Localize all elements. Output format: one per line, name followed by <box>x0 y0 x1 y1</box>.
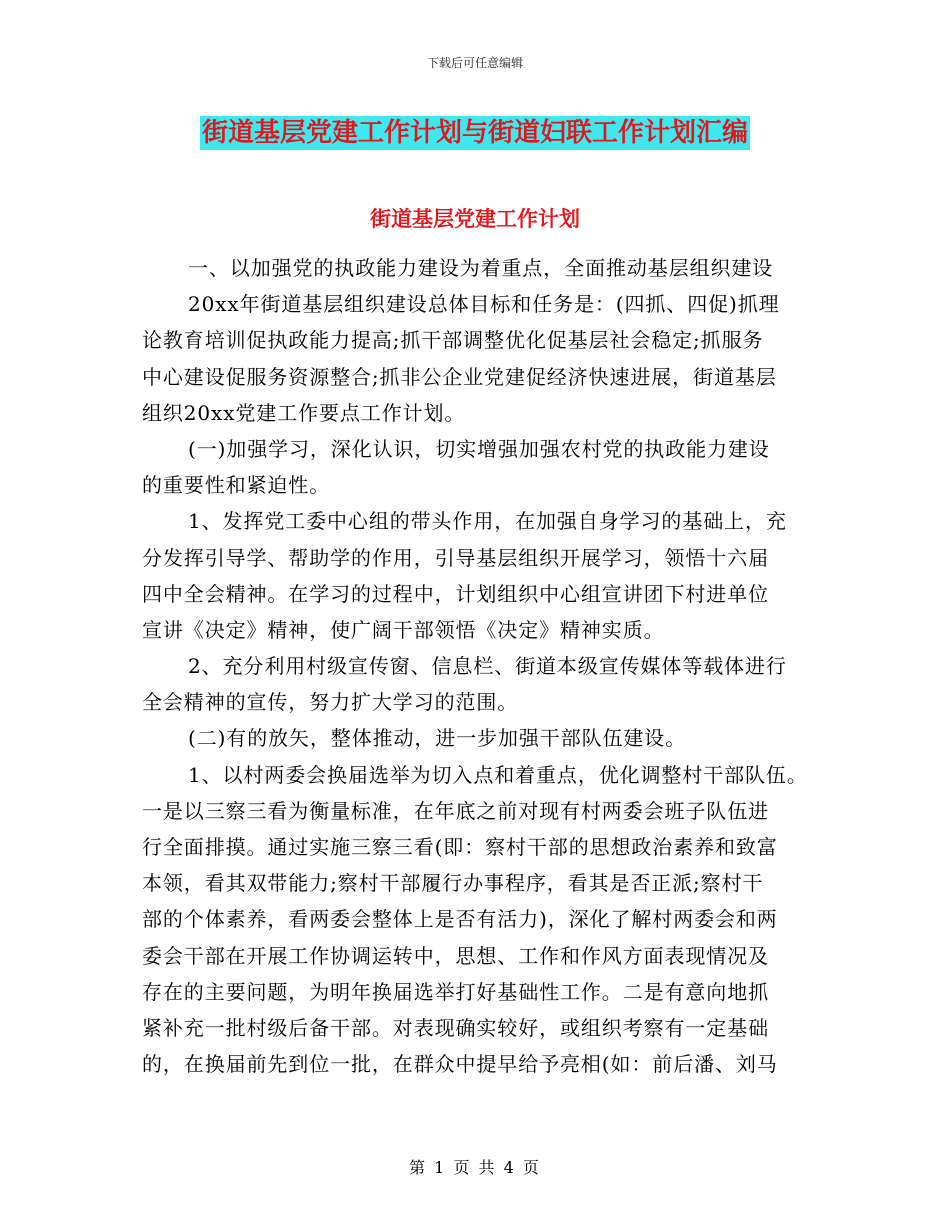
text-line: 的重要性和紧迫性。 <box>142 473 331 498</box>
text-line: 部的个体素养，看两委会整体上是否有活力)，深化了解村两委会和两 <box>142 907 778 932</box>
text-line: 2、充分利用村级宣传窗、信息栏、街道本级宣传媒体等载体进行 <box>188 654 787 679</box>
document-title <box>0 112 950 149</box>
text-line: 1、发挥党工委中心组的带头作用，在加强自身学习的基础上，充 <box>188 509 787 534</box>
text-line: 论教育培训促执政能力提高;抓干部调整优化促基层社会稳定;抓服务 <box>142 328 764 353</box>
text-line: 紧补充一批村级后备干部。对表现确实较好，或组织考察有一定基础 <box>142 1015 769 1040</box>
text-line: 的，在换届前先到位一批，在群众中提早给予亮相(如：前后潘、刘马 <box>142 1052 778 1077</box>
header-note: 下载后可任意编辑 <box>426 56 523 70</box>
text-line: 四中全会精神。在学习的过程中，计划组织中心组宣讲团下村进单位 <box>142 581 769 606</box>
text-line: 行全面排摸。通过实施三察三看(即：察村干部的思想政治素养和致富 <box>142 835 778 859</box>
text-line: 中心建设促服务资源整合;抓非公企业党建促经济快速进展，街道基层 <box>142 364 777 389</box>
text-line: 20xx年街道基层组织建设总体目标和任务是：(四抓、四促)抓理 <box>188 292 780 317</box>
text-line: 委会干部在开展工作协调运转中，思想、工作和作风方面表现情况及 <box>142 943 769 968</box>
section-title: 街道基层党建工作计划 <box>370 206 580 231</box>
page-footer: 第 1 页 共 4 页 <box>409 1158 541 1177</box>
text-line: (二)有的放矢，整体推动，进一步加强干部队伍建设。 <box>188 726 687 751</box>
text-line: 分发挥引导学、帮助学的作用，引导基层组织开展学习，领悟十六届 <box>142 545 769 570</box>
text-line: 组织20xx党建工作要点工作计划。 <box>142 400 466 425</box>
text-line: (一)加强学习，深化认识，切实增强加强农村党的执政能力建设 <box>188 436 770 461</box>
text-line: 一、以加强党的执政能力建设为着重点，全面推动基层组织建设 <box>188 256 774 280</box>
body-text <box>142 250 822 1082</box>
text-line: 1、以村两委会换届选举为切入点和着重点，优化调整村干部队伍。 <box>188 762 808 787</box>
text-line: 存在的主要问题，为明年换届选举打好基础性工作。二是有意向地抓 <box>142 979 769 1004</box>
text-line: 本领，看其双带能力;察村干部履行办事程序，看其是否正派;察村干 <box>142 871 764 896</box>
text-line: 全会精神的宣传，努力扩大学习的范围。 <box>142 690 519 715</box>
text-line: 一是以三察三看为衡量标准，在年底之前对现有村两委会班子队伍进 <box>142 798 769 823</box>
document-title-text: 街道基层党建工作计划与街道妇联工作计划汇编 <box>201 118 748 148</box>
text-line: 宣讲《决定》精神，使广阔干部领悟《决定》精神实质。 <box>142 617 665 642</box>
